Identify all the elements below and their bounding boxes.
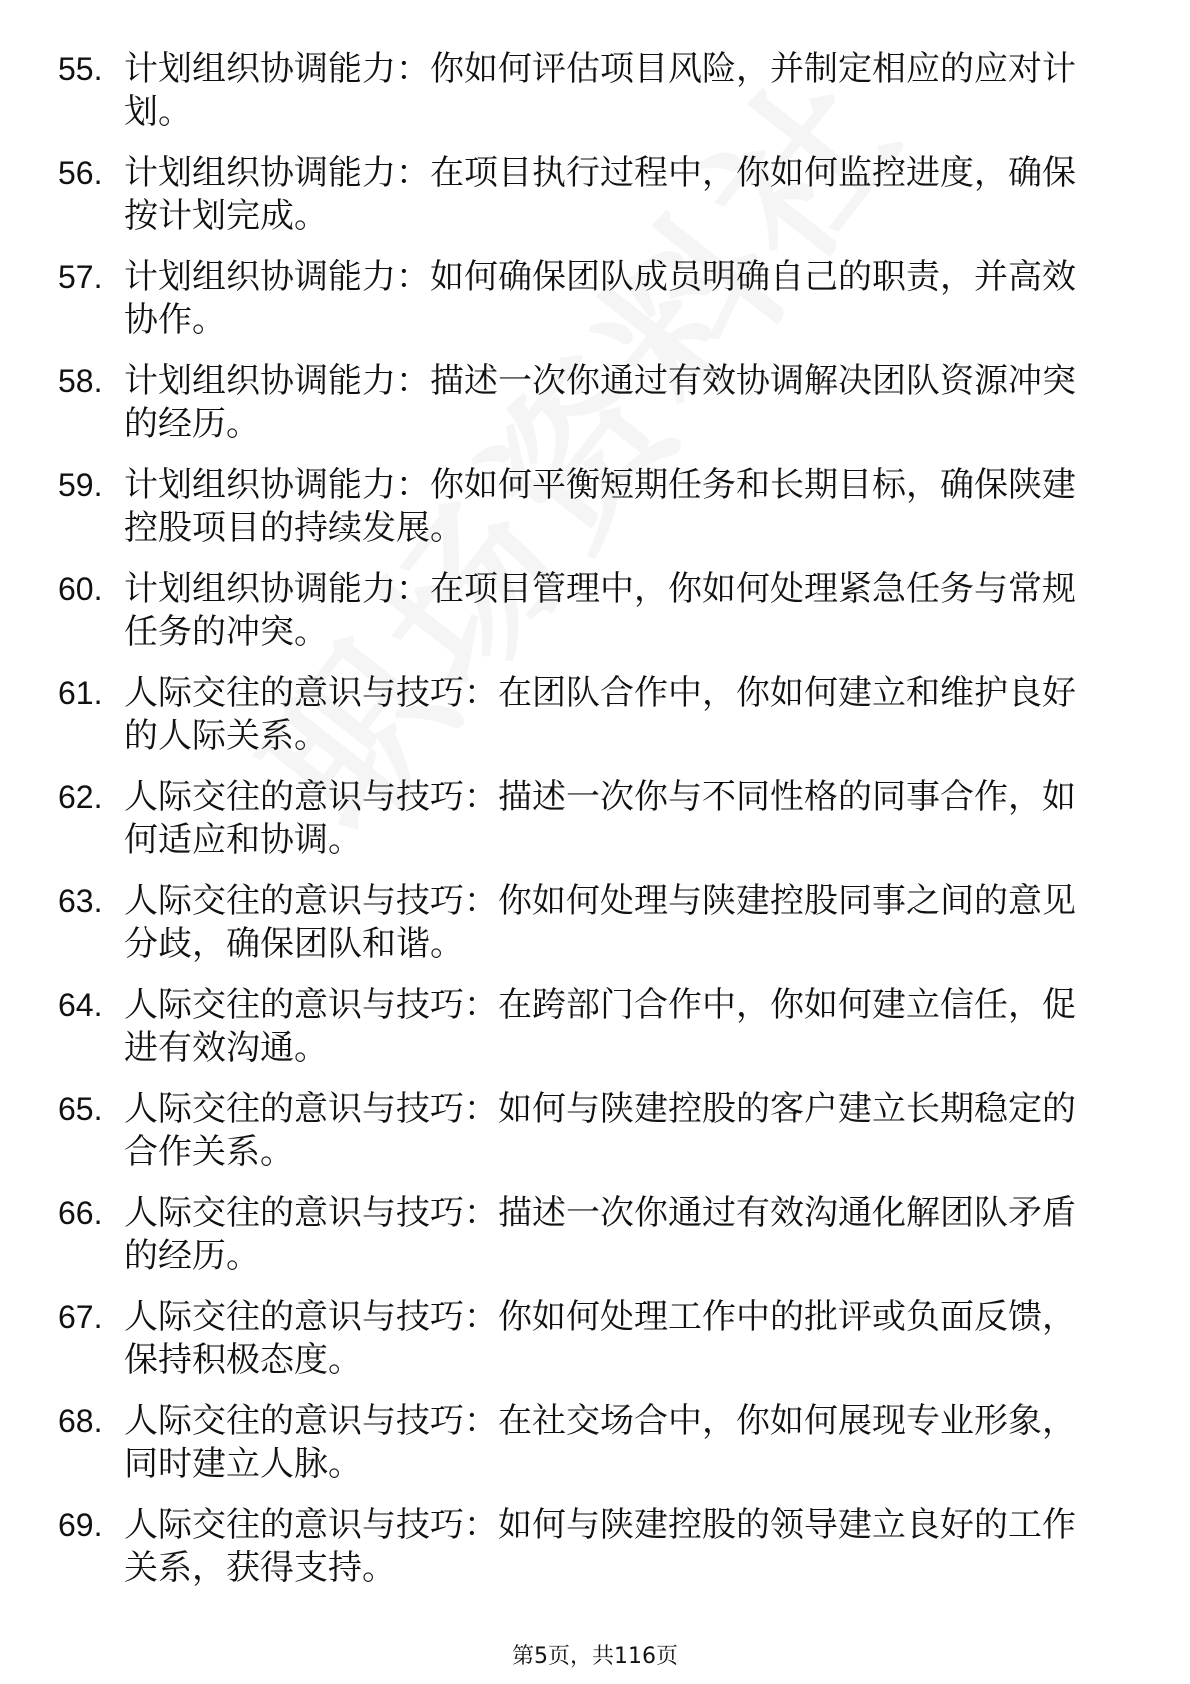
question-text: 计划组织协调能力：描述一次你通过有效协调解决团队资源冲突的经历。 (124, 361, 1076, 444)
question-item (58, 48, 1118, 152)
question-item (58, 984, 1118, 1088)
question-text: 人际交往的意识与技巧：你如何处理与陕建控股同事之间的意见分歧，确保团队和谐。 (124, 881, 1076, 964)
question-text: 人际交往的意识与技巧：如何与陕建控股的客户建立长期稳定的合作关系。 (124, 1089, 1076, 1172)
question-number: 68. (58, 1403, 103, 1439)
question-list (58, 48, 1118, 1608)
question-item (58, 776, 1118, 880)
question-number: 62. (58, 779, 103, 815)
question-number: 69. (58, 1507, 103, 1543)
question-number: 58. (58, 363, 103, 399)
question-item (58, 1296, 1118, 1400)
question-number: 61. (58, 675, 103, 711)
question-item (58, 880, 1118, 984)
question-item (58, 1400, 1118, 1504)
question-text: 人际交往的意识与技巧：描述一次你与不同性格的同事合作，如何适应和协调。 (124, 777, 1076, 860)
question-text: 计划组织协调能力：你如何平衡短期任务和长期目标，确保陕建控股项目的持续发展。 (124, 465, 1076, 548)
question-text: 人际交往的意识与技巧：你如何处理工作中的批评或负面反馈，保持积极态度。 (124, 1297, 1076, 1380)
question-item (58, 568, 1118, 672)
question-number: 64. (58, 987, 103, 1023)
question-number: 60. (58, 571, 103, 607)
question-number: 67. (58, 1299, 103, 1335)
question-number: 55. (58, 51, 103, 87)
question-text: 计划组织协调能力：你如何评估项目风险，并制定相应的应对计划。 (124, 49, 1076, 132)
question-number: 63. (58, 883, 103, 919)
question-number: 57. (58, 259, 103, 295)
question-item (58, 672, 1118, 776)
question-item (58, 1192, 1118, 1296)
question-text: 人际交往的意识与技巧：在社交场合中，你如何展现专业形象，同时建立人脉。 (124, 1401, 1076, 1484)
question-item (58, 1504, 1118, 1608)
page-footer: 第5页，共116页 (512, 1644, 678, 1669)
question-text: 计划组织协调能力：如何确保团队成员明确自己的职责，并高效协作。 (124, 257, 1076, 340)
question-number: 65. (58, 1091, 103, 1127)
question-item (58, 1088, 1118, 1192)
question-text: 计划组织协调能力：在项目执行过程中，你如何监控进度，确保按计划完成。 (124, 153, 1076, 236)
question-number: 66. (58, 1195, 103, 1231)
question-item (58, 464, 1118, 568)
question-number: 59. (58, 467, 103, 503)
question-text: 人际交往的意识与技巧：在跨部门合作中，你如何建立信任，促进有效沟通。 (124, 985, 1076, 1068)
question-text: 人际交往的意识与技巧：在团队合作中，你如何建立和维护良好的人际关系。 (124, 673, 1076, 756)
question-item (58, 360, 1118, 464)
question-item (58, 152, 1118, 256)
question-number: 56. (58, 155, 103, 191)
question-text: 人际交往的意识与技巧：描述一次你通过有效沟通化解团队矛盾的经历。 (124, 1193, 1076, 1276)
question-item (58, 256, 1118, 360)
question-text: 计划组织协调能力：在项目管理中，你如何处理紧急任务与常规任务的冲突。 (124, 569, 1076, 652)
question-text: 人际交往的意识与技巧：如何与陕建控股的领导建立良好的工作关系，获得支持。 (124, 1505, 1076, 1588)
